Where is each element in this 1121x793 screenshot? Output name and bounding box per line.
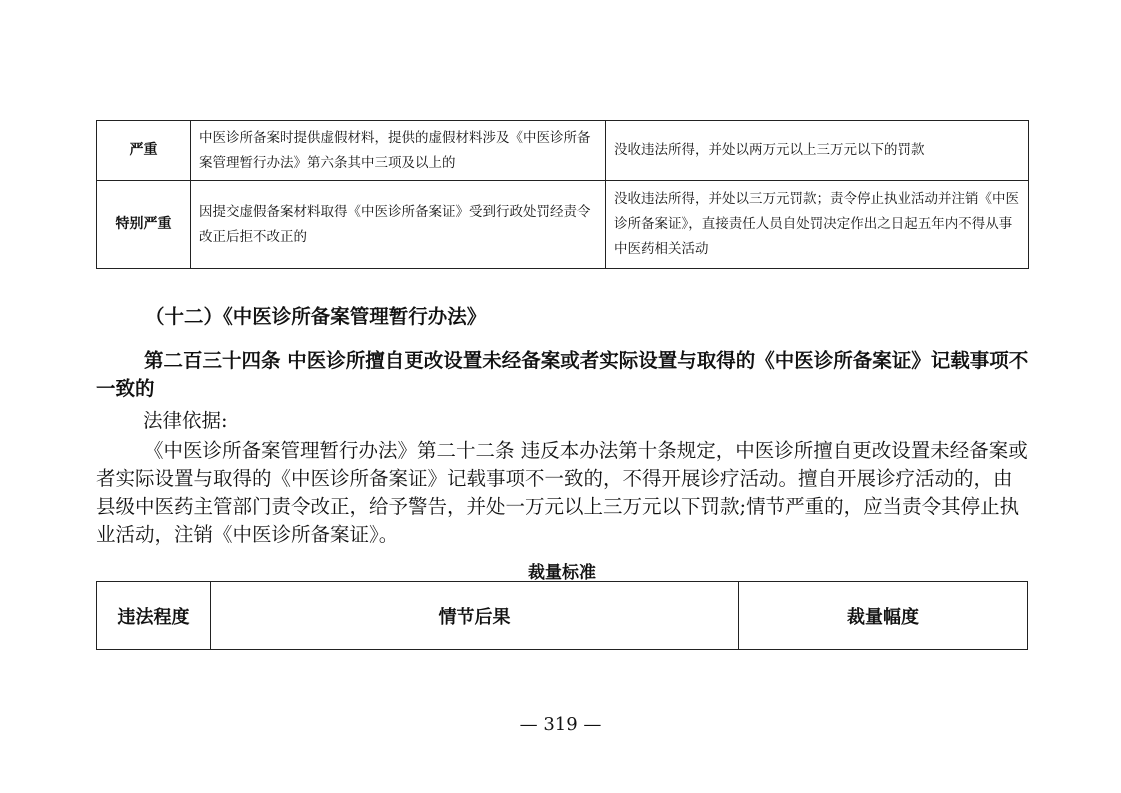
penalty-range-cell: 没收违法所得，并处以两万元以上三万元以下的罚款 (606, 121, 1029, 181)
column-header-violation-degree: 违法程度 (97, 582, 211, 650)
column-header-circumstances: 情节后果 (211, 582, 739, 650)
legal-basis-label: 法律依据: (143, 409, 228, 432)
table-row (97, 181, 1029, 269)
page-number: — 319 — (519, 714, 602, 735)
circumstances-cell: 中医诊所备案时提供虚假材料，提供的虚假材料涉及《中医诊所备案管理暂行办法》第六条其中三项及以上的 (191, 121, 606, 181)
table-row (97, 121, 1029, 181)
severity-level-cell: 严重 (97, 121, 191, 181)
penalty-table (96, 120, 1029, 269)
penalty-range-cell: 没收违法所得，并处以三万元罚款；责令停止执业活动并注销《中医诊所备案证》，直接责任人员自处罚决定作出之日起五年内不得从事中医药相关活动 (606, 181, 1029, 269)
table-header-row (97, 582, 1028, 650)
discretion-standard-table (96, 581, 1028, 650)
section-heading: （十二）《中医诊所备案管理暂行办法》 (145, 305, 487, 328)
article-heading: 第二百三十四条 中医诊所擅自更改设置未经备案或者实际设置与取得的《中医诊所备案证》记载事项不一致的 (96, 349, 1029, 400)
circumstances-cell: 因提交虚假备案材料取得《中医诊所备案证》受到行政处罚经责令改正后拒不改正的 (191, 181, 606, 269)
severity-level-cell: 特别严重 (97, 181, 191, 269)
legal-basis-text: 《中医诊所备案管理暂行办法》第二十二条 违反本办法第十条规定，中医诊所擅自更改设置未经备案或者实际设置与取得的《中医诊所备案证》记载事项不一致的，不得开展诊疗活动。擅自开展诊疗活动的，由县级中医药主管部门责令改正，给予警告，并处一万元以上三万元以下罚款;情节严重的，应当责令其停止执业活动，注销《中医诊所备案证》。 (96, 439, 1028, 546)
column-header-penalty-range: 裁量幅度 (739, 582, 1028, 650)
table-caption: 裁量标准 (528, 563, 596, 583)
